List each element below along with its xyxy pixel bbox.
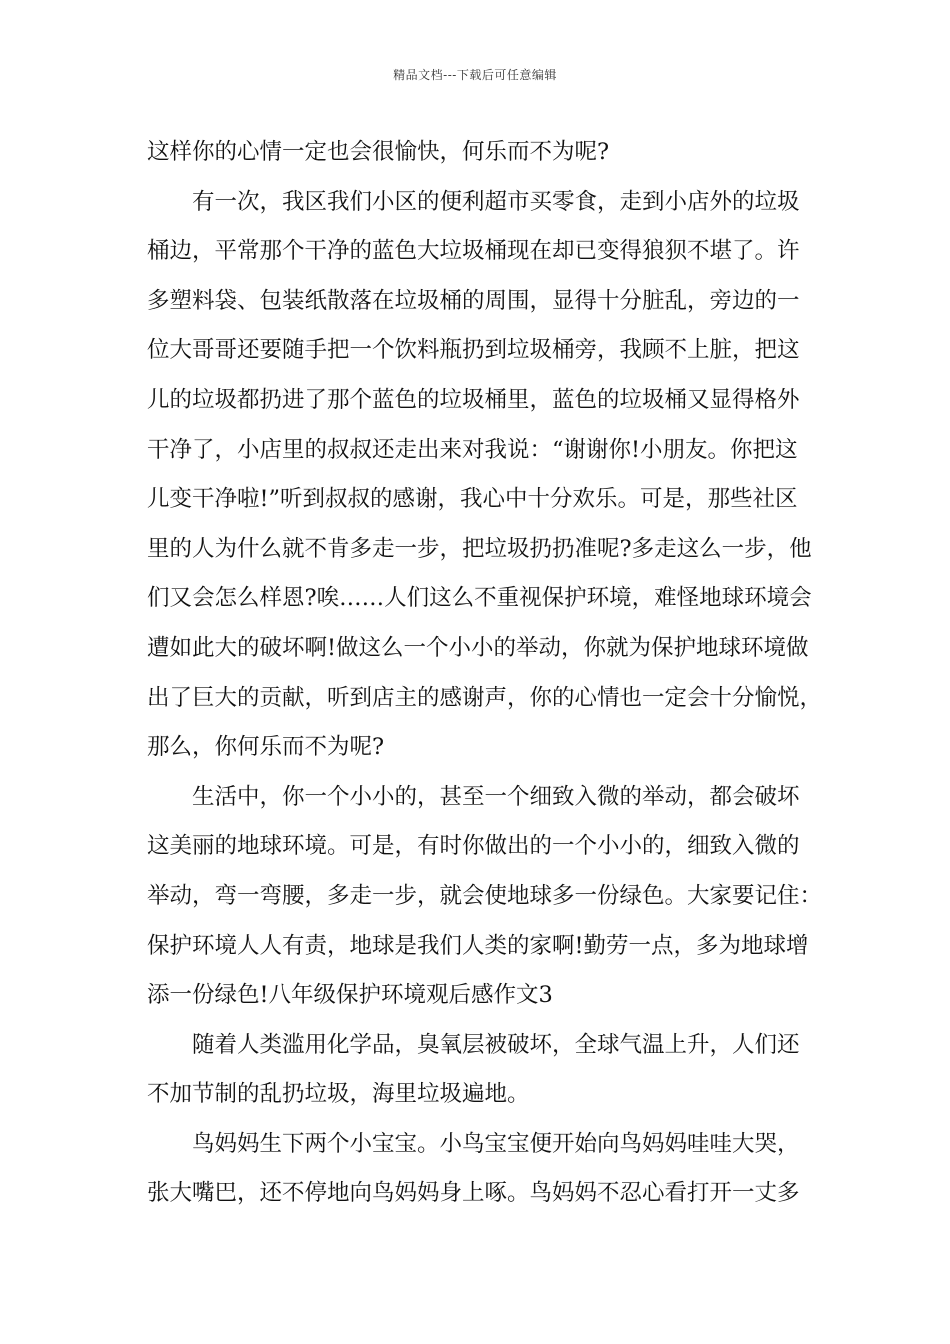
text-line: 这美丽的地球环境。可是，有时你做出的一个小小的，细致入微的 [147,833,800,860]
text-line: 们又会怎么样恩?唉……人们这么不重视保护环境，难怪地球环境会 [147,585,812,612]
document-body [147,128,827,1219]
text-line: 多塑料袋、包装纸散落在垃圾桶的周围，显得十分脏乱，旁边的一 [147,287,800,314]
text-line: 生活中，你一个小小的，甚至一个细致入微的举动，都会破坏 [192,783,800,810]
text-line: 这样你的心情一定也会很愉快，何乐而不为呢? [147,139,610,165]
text-line: 随着人类滥用化学品，臭氧层被破坏，全球气温上升，人们还 [192,1031,800,1058]
text-line: 有一次，我区我们小区的便利超市买零食，走到小店外的垃圾 [192,188,800,215]
text-line: 桶边，平常那个干净的蓝色大垃圾桶现在却已变得狼狈不堪了。许 [147,238,800,265]
text-line: 里的人为什么就不肯多走一步，把垃圾扔扔准呢?多走这么一步，他 [147,535,812,562]
text-line: 添一份绿色!八年级保护环境观后感作文3 [147,982,553,1009]
text-line: 遭如此大的破坏啊!做这么一个小小的举动，你就为保护地球环境做 [147,634,809,661]
text-line: 干净了，小店里的叔叔还走出来对我说：“谢谢你!小朋友。你把这 [147,436,798,463]
text-line: 不加节制的乱扔垃圾，海里垃圾遍地。 [147,1081,530,1108]
text-line: 儿的垃圾都扔进了那个蓝色的垃圾桶里，蓝色的垃圾桶又显得格外 [147,386,800,413]
text-line: 鸟妈妈生下两个小宝宝。小鸟宝宝便开始向鸟妈妈哇哇大哭， [192,1130,800,1157]
text-line: 张大嘴巴，还不停地向鸟妈妈身上啄。鸟妈妈不忍心看打开一丈多 [147,1180,800,1207]
text-line: 位大哥哥还要随手把一个饮料瓶扔到垃圾桶旁，我顾不上脏，把这 [147,337,800,364]
text-line: 保护环境人人有责，地球是我们人类的家啊!勤劳一点，多为地球增 [147,932,809,959]
page-header: 精品文档---下载后可任意编辑 [393,68,557,82]
text-line: 出了巨大的贡献，听到店主的感谢声，你的心情也一定会十分愉悦， [147,684,823,711]
text-line: 儿变干净啦!”听到叔叔的感谢，我心中十分欢乐。可是，那些社区 [147,486,798,513]
text-line: 那么，你何乐而不为呢? [147,734,385,761]
text-line: 举动，弯一弯腰，多走一步，就会使地球多一份绿色。大家要记住： [147,882,823,909]
